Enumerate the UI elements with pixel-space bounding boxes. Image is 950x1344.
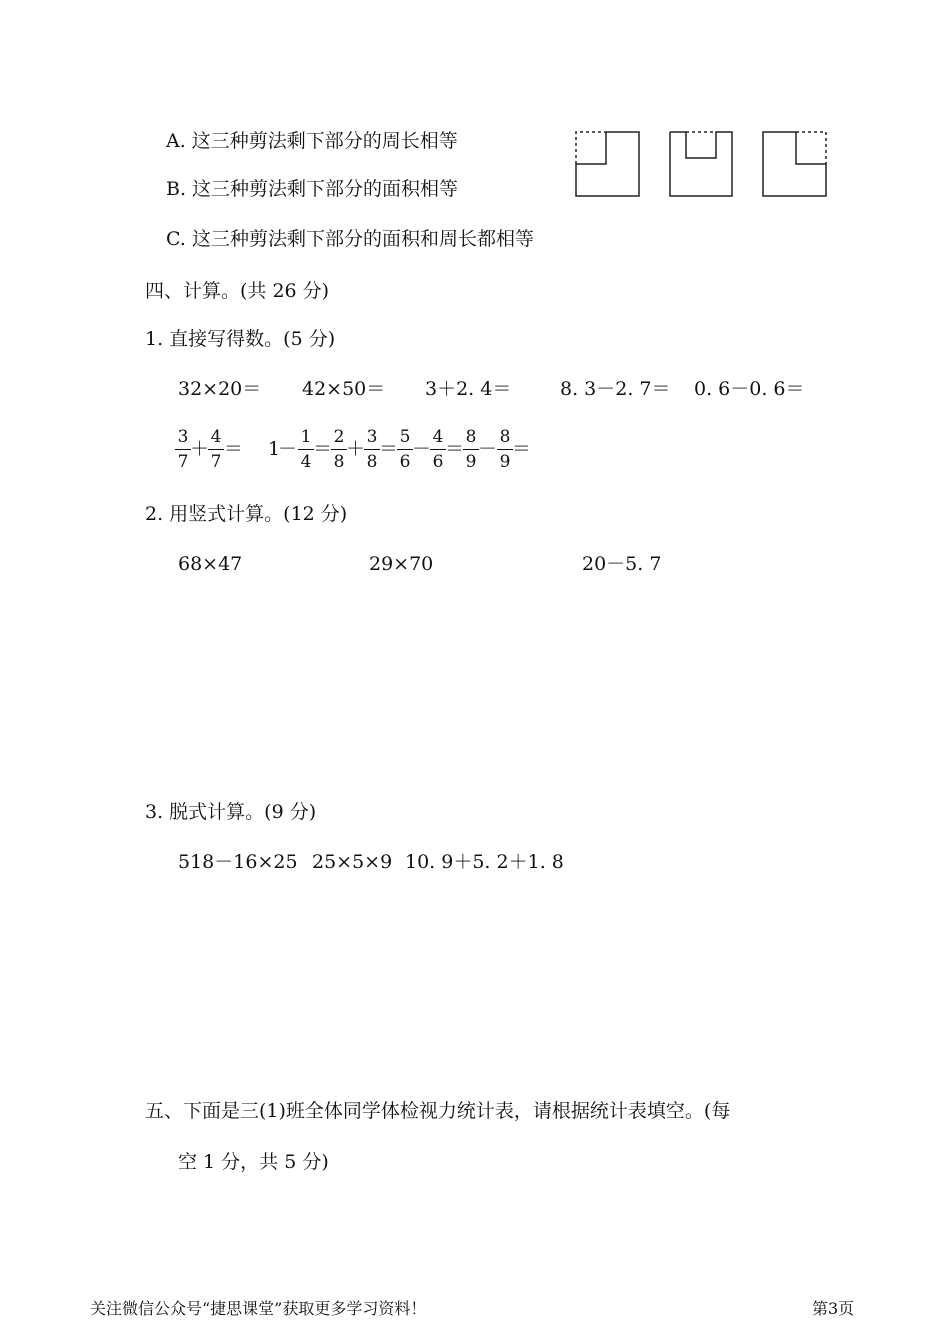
q1-item-2: 42×50＝	[302, 378, 386, 400]
fraction-bar	[331, 449, 347, 450]
fraction-numerator: 8	[465, 427, 477, 447]
fraction-bar	[208, 449, 224, 450]
fraction-4-7	[207, 428, 225, 471]
plus-sign: ＋	[346, 438, 366, 460]
q2-item-3: 20－5. 7	[582, 553, 662, 575]
plus-sign: ＋	[190, 438, 210, 460]
fraction-denominator: 6	[432, 452, 444, 472]
fraction-denominator: 6	[399, 452, 411, 472]
q1-item-4: 8. 3－2. 7＝	[560, 378, 671, 400]
fraction-denominator: 9	[465, 452, 477, 472]
equals-sign: ＝	[445, 438, 465, 460]
fraction-bar	[298, 449, 314, 450]
minus-sign: －	[412, 438, 432, 460]
fraction-numerator: 2	[333, 427, 345, 447]
fraction-bar	[364, 449, 380, 450]
fraction-bar	[497, 449, 513, 450]
fraction-numerator: 4	[432, 427, 444, 447]
option-b: B. 这三种剪法剩下部分的面积相等	[166, 178, 459, 200]
q3-item-1: 518－16×25	[178, 851, 298, 873]
fraction-numerator: 5	[399, 427, 411, 447]
fraction-numerator: 3	[366, 427, 378, 447]
q2-item-1: 68×47	[178, 553, 243, 575]
section4-title: 四、计算。(共 26 分)	[145, 280, 330, 302]
fraction-bar	[430, 449, 446, 450]
q3-item-3: 10. 9＋5. 2＋1. 8	[405, 851, 564, 873]
number-one: 1	[268, 438, 281, 460]
section5-line2: 空 1 分，共 5 分)	[178, 1151, 329, 1173]
option-c: C. 这三种剪法剩下部分的面积和周长都相等	[166, 228, 534, 250]
q1-item-3: 3＋2. 4＝	[425, 378, 512, 400]
figure-corner-cut-left	[576, 132, 639, 196]
figure-center-cut	[670, 132, 732, 196]
cut-figures	[570, 128, 840, 200]
equals-sign: ＝	[313, 438, 333, 460]
fraction-denominator: 8	[333, 452, 345, 472]
fraction-bar	[175, 449, 191, 450]
fraction-numerator: 3	[177, 427, 189, 447]
option-a: A. 这三种剪法剩下部分的周长相等	[166, 130, 458, 152]
footer-promo: 关注微信公众号“捷思课堂”获取更多学习资料！	[90, 1299, 427, 1318]
q1-item-1: 32×20＝	[178, 378, 262, 400]
q3-title: 3. 脱式计算。(9 分)	[145, 801, 317, 823]
fraction-numerator: 4	[210, 427, 222, 447]
equals-sign: ＝	[224, 438, 244, 460]
fraction-denominator: 7	[210, 452, 222, 472]
fraction-numerator: 8	[499, 427, 511, 447]
q2-title: 2. 用竖式计算。(12 分)	[145, 503, 348, 525]
figure-corner-cut-right	[763, 132, 826, 196]
minus-sign: －	[478, 438, 498, 460]
q1-item-5: 0. 6－0. 6＝	[694, 378, 805, 400]
fraction-denominator: 9	[499, 452, 511, 472]
fraction-denominator: 7	[177, 452, 189, 472]
fraction-bar	[397, 449, 413, 450]
equals-sign: ＝	[379, 438, 399, 460]
q1-title: 1. 直接写得数。(5 分)	[145, 328, 336, 350]
q2-item-2: 29×70	[369, 553, 434, 575]
fraction-denominator: 8	[366, 452, 378, 472]
fraction-denominator: 4	[300, 452, 312, 472]
q3-item-2: 25×5×9	[312, 851, 393, 873]
section5-line1: 五、下面是三(1)班全体同学体检视力统计表，请根据统计表填空。(每	[145, 1100, 731, 1122]
minus-sign: －	[278, 438, 298, 460]
fraction-bar	[463, 449, 479, 450]
fraction-numerator: 1	[300, 427, 312, 447]
equals-sign: ＝	[512, 438, 532, 460]
page-number: 第3页	[812, 1299, 855, 1318]
